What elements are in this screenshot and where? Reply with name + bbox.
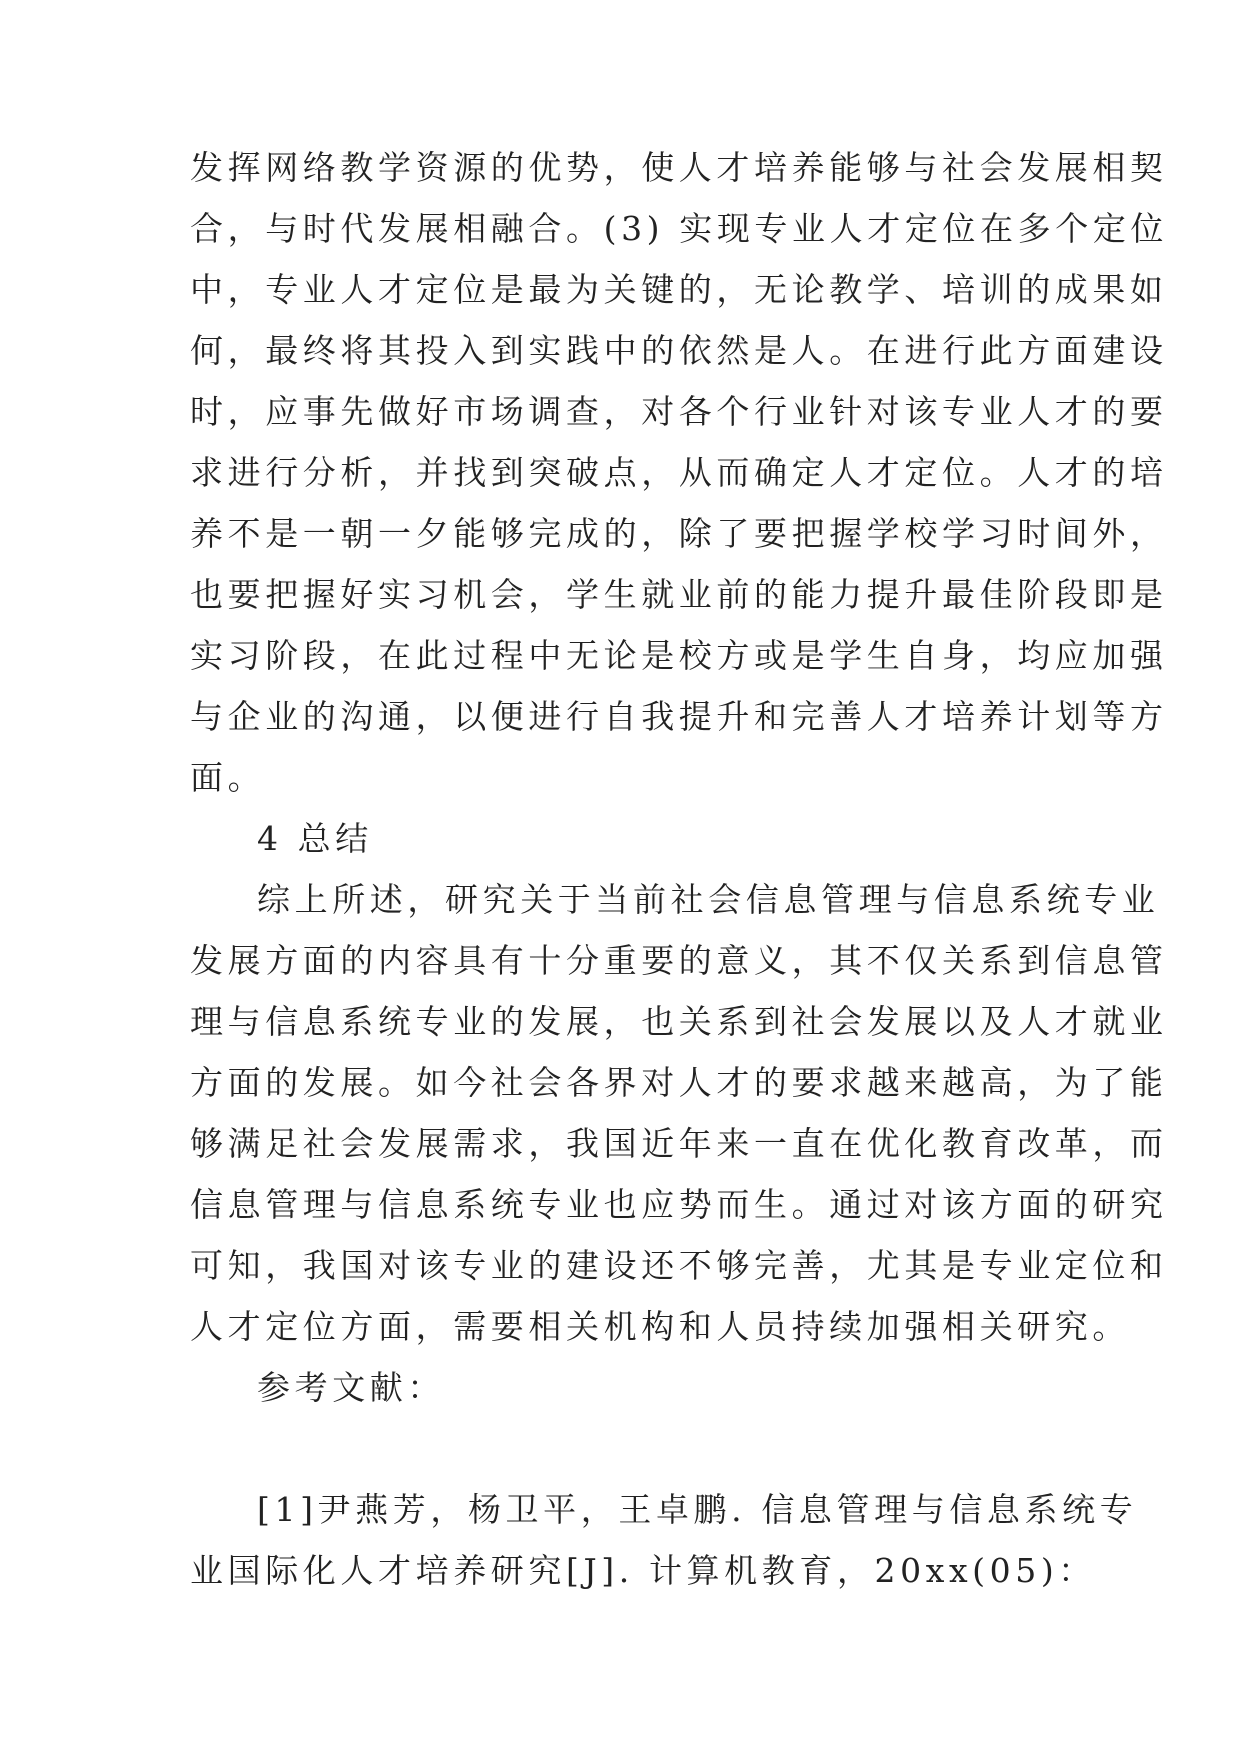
references-heading: 参考文献：: [257, 1368, 445, 1407]
paragraph-line: 与企业的沟通，以便进行自我提升和完善人才培养计划等方: [190, 697, 1168, 736]
paragraph-line: 合，与时代发展相融合。(3) 实现专业人才定位在多个定位: [190, 209, 1169, 248]
paragraph-line: 综上所述，研究关于当前社会信息管理与信息系统专业: [257, 880, 1160, 919]
paragraph-line: 求进行分析，并找到突破点，从而确定人才定位。人才的培: [190, 453, 1168, 492]
paragraph-line: 面。: [190, 758, 266, 797]
paragraph-line: 中，专业人才定位是最为关键的，无论教学、培训的成果如: [190, 270, 1168, 309]
paragraph-line: 够满足社会发展需求，我国近年来一直在优化教育改革，而: [190, 1124, 1168, 1163]
paragraph-line: 也要把握好实习机会，学生就业前的能力提升最佳阶段即是: [190, 575, 1168, 614]
paragraph-line: 养不是一朝一夕能够完成的，除了要把握学校学习时间外，: [190, 514, 1168, 553]
section-heading: 4 总结: [257, 819, 373, 858]
paragraph-line: 方面的发展。如今社会各界对人才的要求越来越高，为了能: [190, 1063, 1168, 1102]
reference-item: 业国际化人才培养研究[J]. 计算机教育，20xx(05)：: [190, 1551, 1096, 1590]
paragraph-line: 时，应事先做好市场调查，对各个行业针对该专业人才的要: [190, 392, 1168, 431]
paragraph-line: 发挥网络教学资源的优势，使人才培养能够与社会发展相契: [190, 148, 1168, 187]
paragraph-line: 信息管理与信息系统专业也应势而生。通过对该方面的研究: [190, 1185, 1168, 1224]
paragraph-line: 可知，我国对该专业的建设还不够完善，尤其是专业定位和: [190, 1246, 1168, 1285]
paragraph-line: 理与信息系统专业的发展，也关系到社会发展以及人才就业: [190, 1002, 1168, 1041]
paragraph-line: 实习阶段，在此过程中无论是校方或是学生自身，均应加强: [190, 636, 1168, 675]
paragraph-line: 何，最终将其投入到实践中的依然是人。在进行此方面建设: [190, 331, 1168, 370]
paragraph-line: 发展方面的内容具有十分重要的意义，其不仅关系到信息管: [190, 941, 1168, 980]
reference-item: [1]尹燕芳，杨卫平，王卓鹏. 信息管理与信息系统专: [257, 1490, 1138, 1529]
paragraph-line: 人才定位方面，需要相关机构和人员持续加强相关研究。: [190, 1307, 1130, 1346]
